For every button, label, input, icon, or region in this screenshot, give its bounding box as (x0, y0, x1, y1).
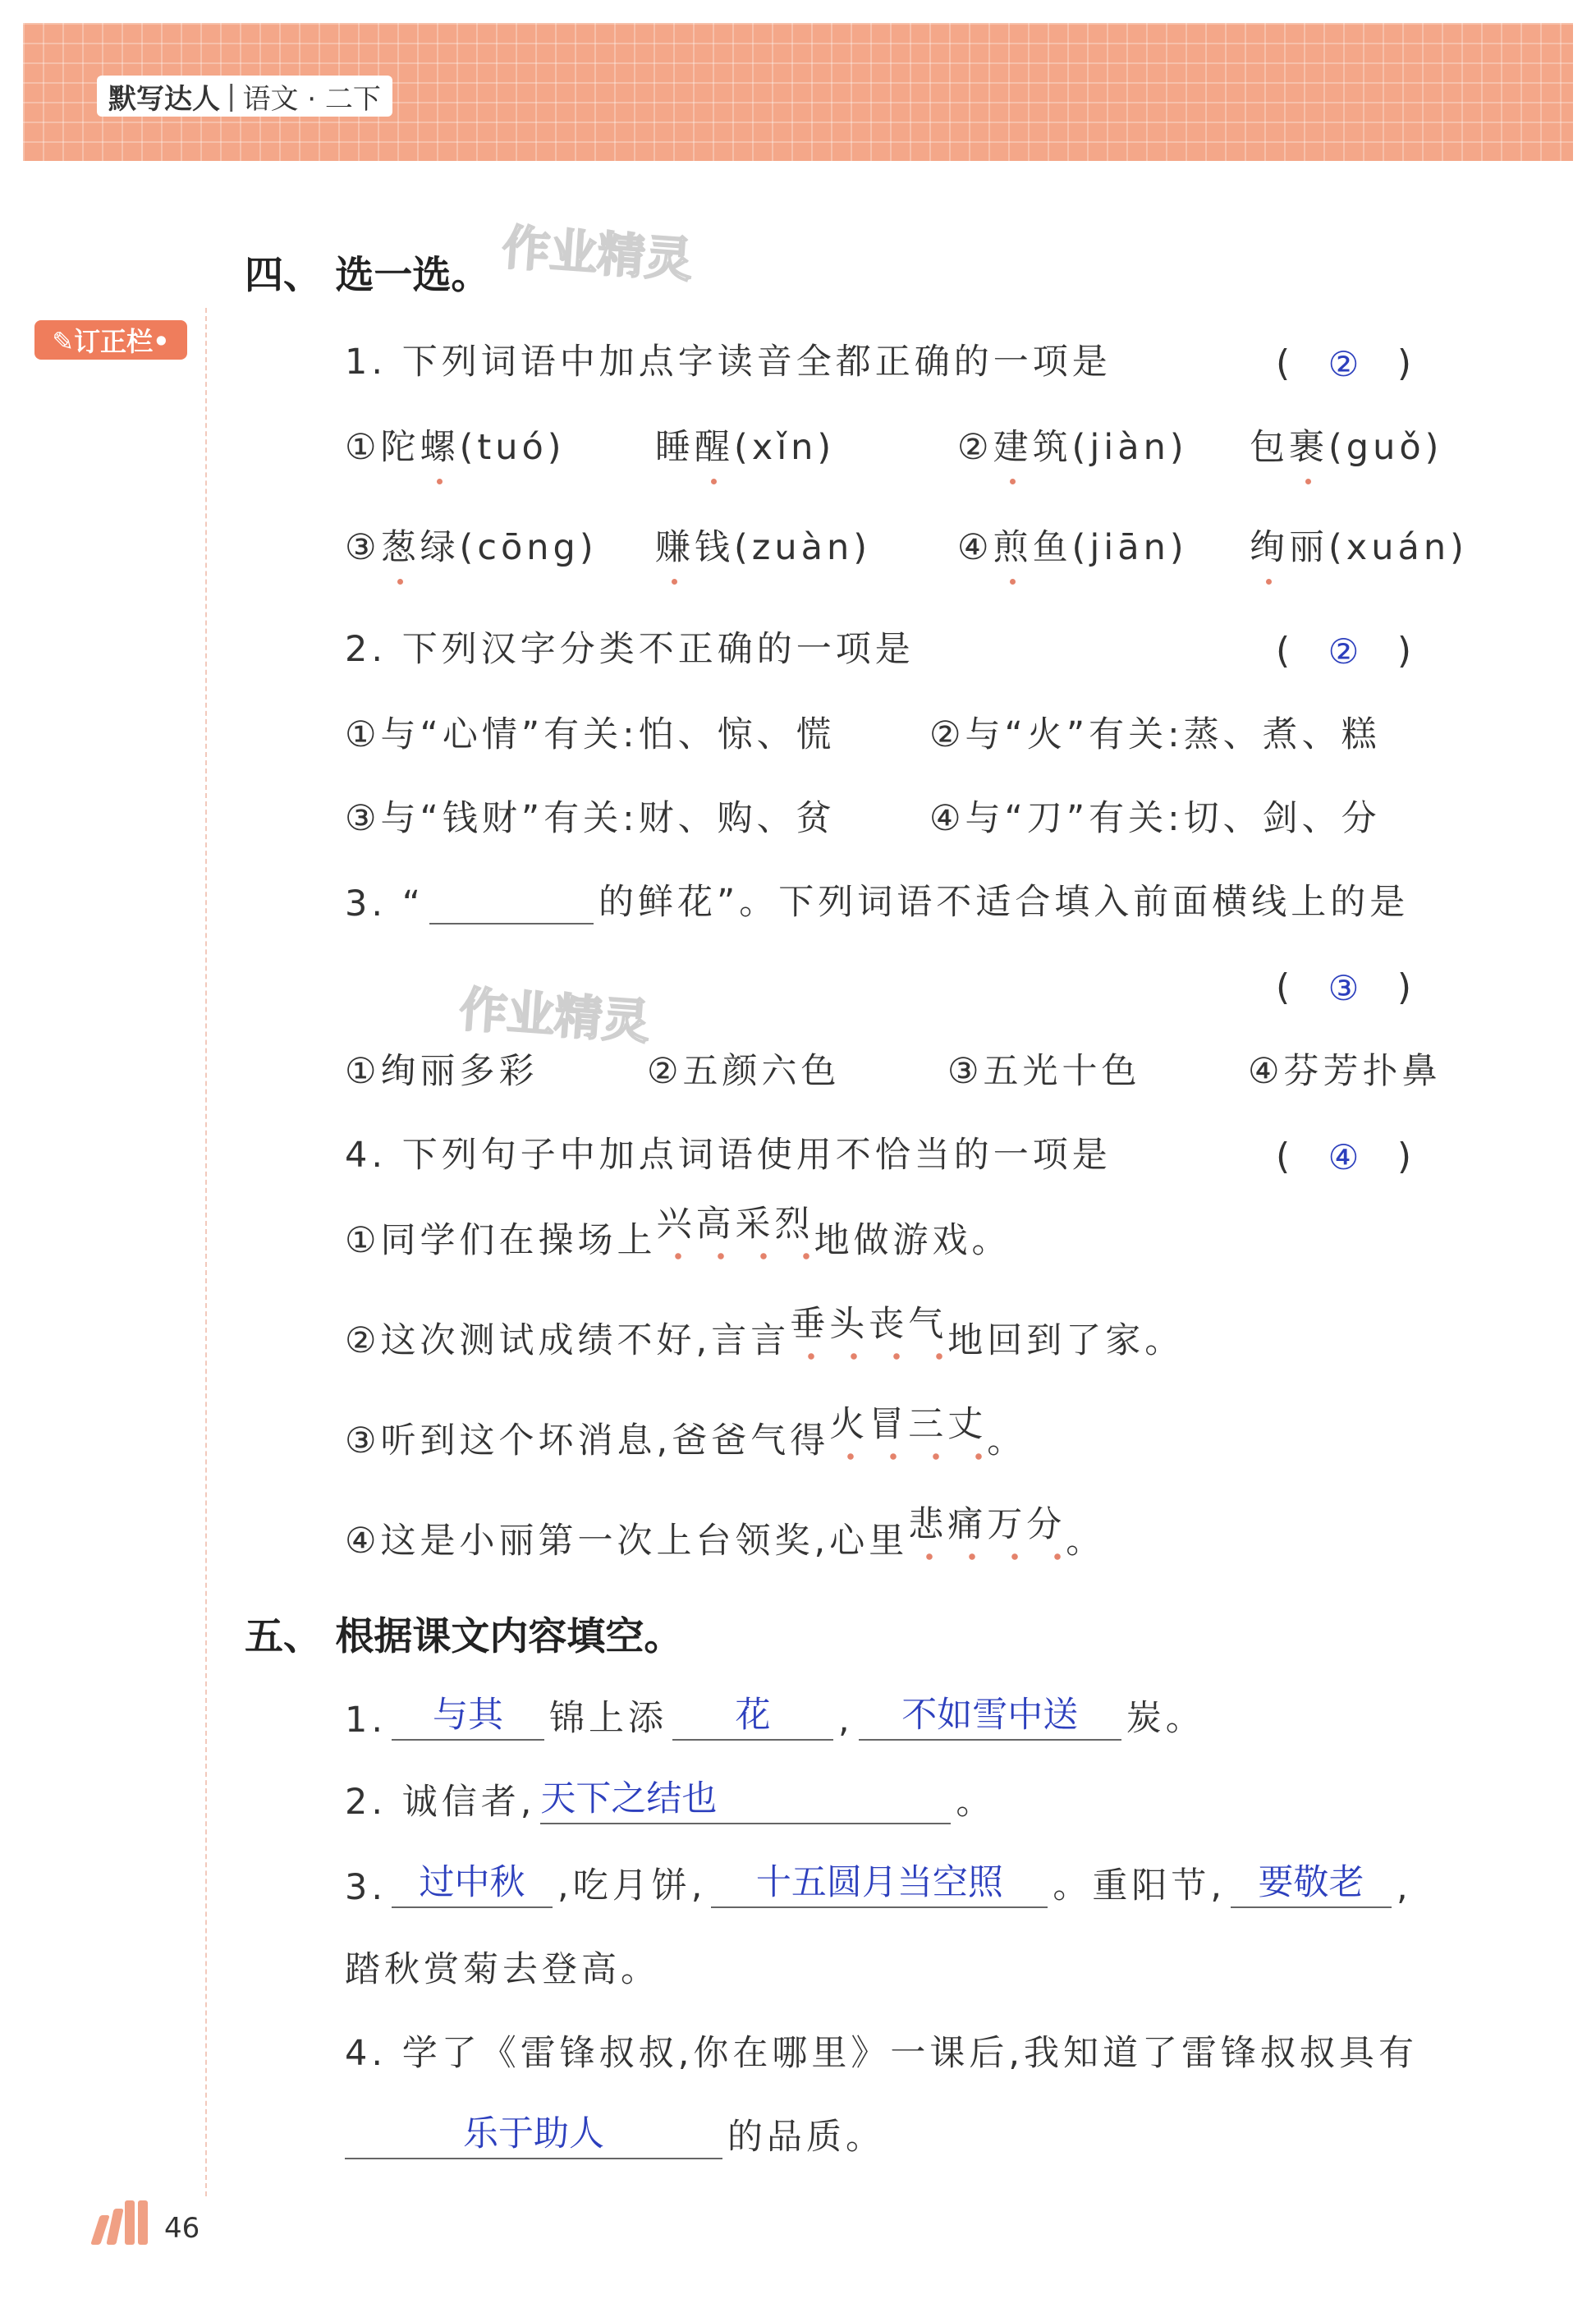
q3-stem-line (345, 859, 1506, 925)
brand-name: 默写达人 (108, 82, 220, 116)
watermark: 作业精灵 (500, 220, 695, 287)
q4-dotted-phrase: 悲痛万分 (908, 1497, 1066, 1563)
q1-option-2b: 包裹(guǒ) (1250, 420, 1442, 470)
q3-blank (429, 921, 594, 925)
q1-option-4b: 绚丽(xuán) (1250, 520, 1468, 570)
q1-options-row-2 (345, 504, 1506, 570)
q2-answer: ② (1328, 631, 1364, 672)
s5-q3-line-2: 踏秋赏菊去登高。 (345, 1949, 660, 1990)
s5-q4-line-2: 乐于助人 的品质。 (345, 2094, 1506, 2159)
book-icon (95, 2200, 146, 2245)
s5-q1-blank-3: 不如雪中送 (859, 1687, 1121, 1741)
q2-option-1: ①与“心情”有关:怕、惊、慌 (345, 714, 836, 755)
s5-q3-blank-2: 十五圆月当空照 (711, 1855, 1048, 1908)
s5-q1-blank-2: 花 (672, 1687, 833, 1741)
q1-stem-line (345, 319, 1506, 384)
q1-option-3b: 赚钱(zuàn) (655, 520, 871, 570)
s5-q3-line-1: 3. 过中秋 ,吃月饼, 十五圆月当空照 。重阳节, 要敬老 , (345, 1842, 1506, 1908)
q1-option-1b: 睡醒(xǐn) (655, 420, 835, 470)
s5-q3-blank-3: 要敬老 (1231, 1855, 1392, 1908)
q2-option-2: ②与“火”有关:蒸、煮、糕 (929, 714, 1381, 755)
q3-option-2: ②五颜六色 (647, 1051, 841, 1092)
q2-options-row-2 (345, 775, 1506, 841)
q3-answer: ③ (1328, 968, 1364, 1008)
q2-options-row-1 (345, 691, 1506, 757)
q1-answer-box: ( ② ) (1276, 342, 1415, 384)
s5-q1-blank-1: 与其 (392, 1687, 544, 1741)
q1-option-2a: ②建筑(jiàn) (957, 420, 1188, 470)
q4-sentence-4: ④这是小丽第一次上台领奖,心里 悲痛万分 。 (345, 1498, 1506, 1563)
q3-option-1: ①绚丽多彩 (345, 1051, 539, 1092)
q4-stem: 4. 下列句子中加点词语使用不恰当的一项是 (345, 1135, 1112, 1176)
q1-option-3a: ③葱绿(cōng) (345, 520, 598, 570)
brand-separator: | (227, 80, 236, 112)
q3-answer-line (345, 943, 1506, 1008)
section-4-title: 四、 选一选。 (245, 253, 490, 298)
s5-q4-line-1: 4. 学了《雷锋叔叔,你在哪里》一课后,我知道了雷锋叔叔具有 (345, 2033, 1419, 2074)
q2-answer-box: ( ② ) (1276, 630, 1415, 672)
watermark: 作业精灵 (457, 982, 652, 1049)
q4-sentence-2: ②这次测试成绩不好,言言 垂头丧气 地回到了家。 (345, 1297, 1506, 1363)
s5-q1: 1. 与其 锦上添 花 , 不如雪中送 炭。 (345, 1675, 1506, 1741)
s5-q3-blank-1: 过中秋 (392, 1855, 553, 1908)
q4-dotted-phrase: 垂头丧气 (790, 1296, 947, 1363)
q4-dotted-phrase: 兴高采烈 (657, 1196, 814, 1263)
correction-tab: ✎订正栏• (34, 320, 187, 360)
q3-option-3: ③五光十色 (947, 1051, 1141, 1092)
book-brand (97, 76, 392, 117)
brand-subject: 语文 · 二下 (242, 82, 381, 116)
q3-answer-box: ( ③ ) (1276, 966, 1415, 1008)
q1-option-4a: ④煎鱼(jiān) (957, 520, 1188, 570)
q2-option-4: ④与“刀”有关:切、剑、分 (929, 798, 1381, 839)
q1-answer: ② (1328, 344, 1364, 384)
q3-option-4: ④芬芳扑鼻 (1248, 1051, 1442, 1092)
q1-option-1a: ①陀螺(tuó) (345, 420, 566, 470)
q3-stem-post: 的鲜花”。下列词语不适合填入前面横线上的是 (598, 882, 1410, 923)
page-number: 46 (164, 2212, 200, 2245)
q1-stem: 1. 下列词语中加点字读音全都正确的一项是 (345, 342, 1112, 383)
q4-answer-box: ( ④ ) (1276, 1136, 1415, 1177)
q2-option-3: ③与“钱财”有关:财、购、贫 (345, 798, 836, 839)
q4-sentence-3: ③听到这个坏消息,爸爸气得 火冒三丈 。 (345, 1397, 1506, 1463)
q2-stem: 2. 下列汉字分类不正确的一项是 (345, 629, 915, 670)
section-5-title: 五、 根据课文内容填空。 (245, 1614, 683, 1659)
s5-q2: 2. 诚信者, 天下之结也 。 (345, 1759, 1506, 1824)
s5-q4-blank: 乐于助人 (345, 2106, 722, 2159)
q1-options-row-1 (345, 404, 1506, 470)
q3-options-row (345, 1028, 1506, 1094)
correction-margin-line (205, 308, 207, 2196)
q3-stem-pre: 3. “ (345, 883, 424, 925)
q4-dotted-phrase: 火冒三丈 (829, 1397, 987, 1463)
s5-q2-blank: 天下之结也 (540, 1771, 951, 1824)
q2-stem-line (345, 606, 1506, 672)
q4-sentence-1: ①同学们在操场上 兴高采烈 地做游戏。 (345, 1197, 1506, 1263)
q4-answer: ④ (1328, 1137, 1364, 1177)
q4-stem-line (345, 1112, 1506, 1177)
